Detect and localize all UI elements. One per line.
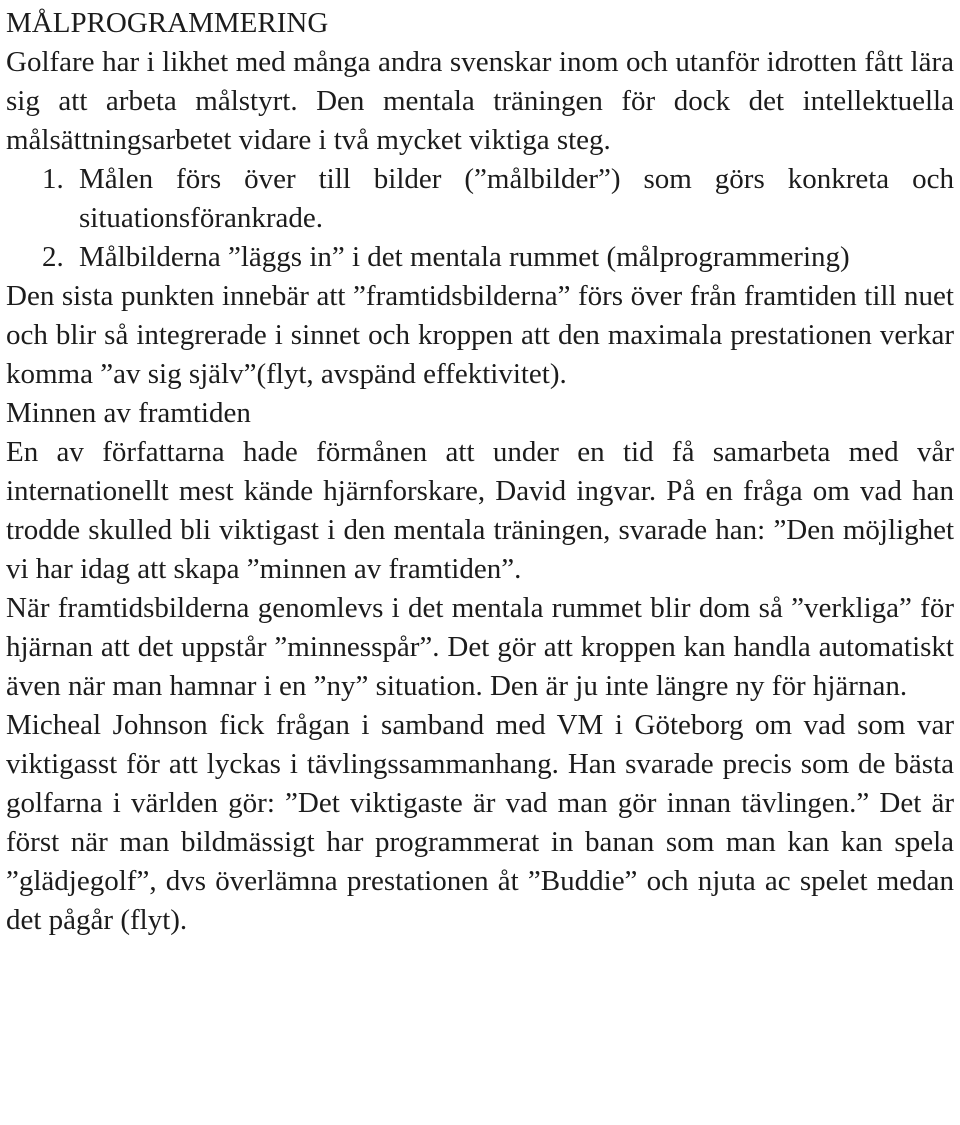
body-paragraph: En av författarna hade förmånen att under en tid få samarbeta med vår internationellt mest kände hjärnforskare, David ingvar. På en fråga om vad han trodde skulled bli viktigast i den mentala träningen, svarade han: ”Den möjlighet vi har idag att skapa ”minnen av framtiden”.: [6, 436, 954, 585]
steps-list: [6, 160, 954, 277]
body-paragraph: När framtidsbilderna genomlevs i det mentala rummet blir dom så ”verkliga” för hjärnan att det uppstår ”minnesspår”. Det gör att kroppen kan handla automatiskt även när man hamnar i en ”ny” situation. Den är ju inte längre ny för hjärnan.: [6, 592, 954, 702]
list-item-text: Målen förs över till bilder (”målbilder”) som görs konkreta och situationsförankrade.: [79, 163, 954, 234]
list-item-text: Målbilderna ”läggs in” i det mentala rummet (målprogrammering): [79, 241, 850, 273]
intro-paragraph: Golfare har i likhet med många andra svenskar inom och utanför idrotten fått lära sig att arbeta målstyrt. Den mentala träningen för dock det intellektuella målsättningsarbetet vidare i två mycket viktiga steg.: [6, 46, 954, 156]
list-item-number: 1.: [42, 163, 64, 195]
body-paragraph: Micheal Johnson fick frågan i samband med VM i Göteborg om vad som var viktigasst för att lyckas i tävlingssammanhang. Han svarade precis som de bästa golfarna i världen gör: ”Det viktigaste är vad man gör innan tävlingen.” Det är först när man bildmässigt har programmerat in banan som man kan kan spela ”glädjegolf”, dvs överlämna prestationen åt ”Buddie” och njuta ac spelet medan det pågår (flyt).: [6, 709, 954, 936]
list-item: [42, 160, 954, 238]
list-item-number: 2.: [42, 241, 64, 273]
document-title: MÅLPROGRAMMERING: [6, 7, 329, 39]
body-paragraph: Den sista punkten innebär att ”framtidsbilderna” förs över från framtiden till nuet och blir så integrerade i sinnet och kroppen att den maximala prestationen verkar komma ”av sig själv”(flyt, avspänd effektivitet).: [6, 280, 954, 390]
list-item: [42, 238, 954, 277]
section-heading: Minnen av framtiden: [6, 397, 251, 429]
